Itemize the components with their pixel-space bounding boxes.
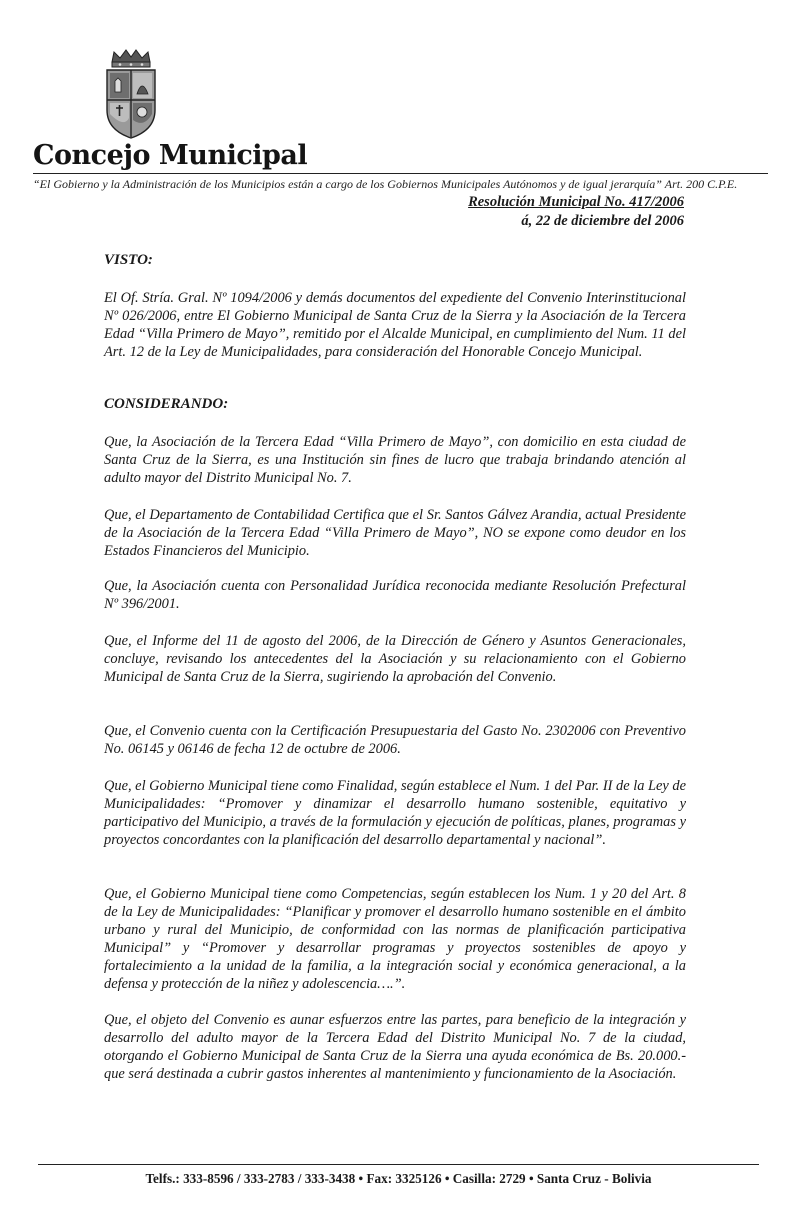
considerando-paragraph-4: Que, el Informe del 11 de agosto del 2006, de la Dirección de Género y Asuntos Generacionales, concluye, revisando los antecedentes del la Asociación y su relacionamiento con el Gobierno Municipal de Santa Cruz de la Sierra, sugiriendo la aprobación del Convenio. [104,633,686,685]
visto-paragraph: El Of. Stría. Gral. Nº 1094/2006 y demás documentos del expediente del Convenio Interinstitucional Nº 026/2006, entre El Gobierno Municipal de Santa Cruz de la Sierra y la Asociación de la Tercera Edad “Villa Primero de Mayo”, remitido por el Alcalde Municipal, en cumplimiento del Num. 11 del Art. 12 de la Ley de Municipalidades, para consideración del Honorable Concejo Municipal. [104,290,686,360]
org-name: Concejo Municipal [33,140,308,171]
considerando-paragraph-6: Que, el Gobierno Municipal tiene como Finalidad, según establece el Num. 1 del Par. II de la Ley de Municipalidades: “Promover y dinamizar el desarrollo humano sostenible, equitativo y participativo del Municipio, a través de la formulación y ejecución de políticas, planes, programas y proyectos concordantes con la planificación del desarrollo departamental y nacional”. [104,778,686,848]
considerando-heading: CONSIDERANDO: [104,396,229,412]
considerando-paragraph-3: Que, la Asociación cuenta con Personalidad Jurídica reconocida mediante Resolución Prefectural Nº 396/2001. [104,578,686,612]
coat-of-arms-icon [104,48,158,140]
footer-divider [38,1164,759,1165]
considerando-paragraph-5: Que, el Convenio cuenta con la Certificación Presupuestaria del Gasto No. 2302006 con Preventivo No. 06145 y 06146 de fecha 12 de octubre de 2006. [104,723,686,757]
considerando-paragraph-2: Que, el Departamento de Contabilidad Certifica que el Sr. Santos Gálvez Arandia, actual Presidente de la Asociación de la Tercera Edad “Villa Primero de Mayo”, NO se expone como deudor en los Estados Financieros del Municipio. [104,507,686,559]
considerando-paragraph-1: Que, la Asociación de la Tercera Edad “Villa Primero de Mayo”, con domicilio en esta ciudad de Santa Cruz de la Sierra, es una Institución sin fines de lucro que trabaja brindando atención al adulto mayor del Distrito Municipal No. 7. [104,434,686,486]
resolution-date: á, 22 de diciembre del 2006 [521,213,684,229]
resolution-number: Resolución Municipal No. 417/2006 [468,194,684,210]
header-divider [33,173,768,174]
considerando-paragraph-7: Que, el Gobierno Municipal tiene como Competencias, según establecen los Num. 1 y 20 del Art. 8 de la Ley de Municipalidades: “Planificar y promover el desarrollo humano sostenible en el ámbito urbano y rural del Municipio, de conformidad con las normas de planificación participativa Municipal” y “Promover y desarrollar programas y proyectos sostenibles de apoyo y fortalecimiento a la unidad de la familia, a la integración social y económica generacional, a la defensa y protección de la niñez y adolescencia….”. [104,886,686,992]
considerando-paragraph-8: Que, el objeto del Convenio es aunar esfuerzos entre las partes, para beneficio de la integración y desarrollo del adulto mayor de la Tercera Edad del Distrito Municipal No. 7 de la ciudad, otorgando el Gobierno Municipal de Santa Cruz de la Sierra una ayuda económica de Bs. 20.000.- que será destinada a cubrir gastos inherentes al mantenimiento y funcionamiento de la Asociación. [104,1012,686,1082]
visto-heading: VISTO: [104,252,153,268]
header-motto: “El Gobierno y la Administración de los Municipios están a cargo de los Gobiernos Municipales Autónomos y de igual jerarquía” Art. 200 C.P.E. [33,177,738,191]
footer-contact: Telfs.: 333-8596 / 333-2783 / 333-3438 • Fax: 3325126 • Casilla: 2729 • Santa Cruz - Bolivia [145,1171,652,1186]
